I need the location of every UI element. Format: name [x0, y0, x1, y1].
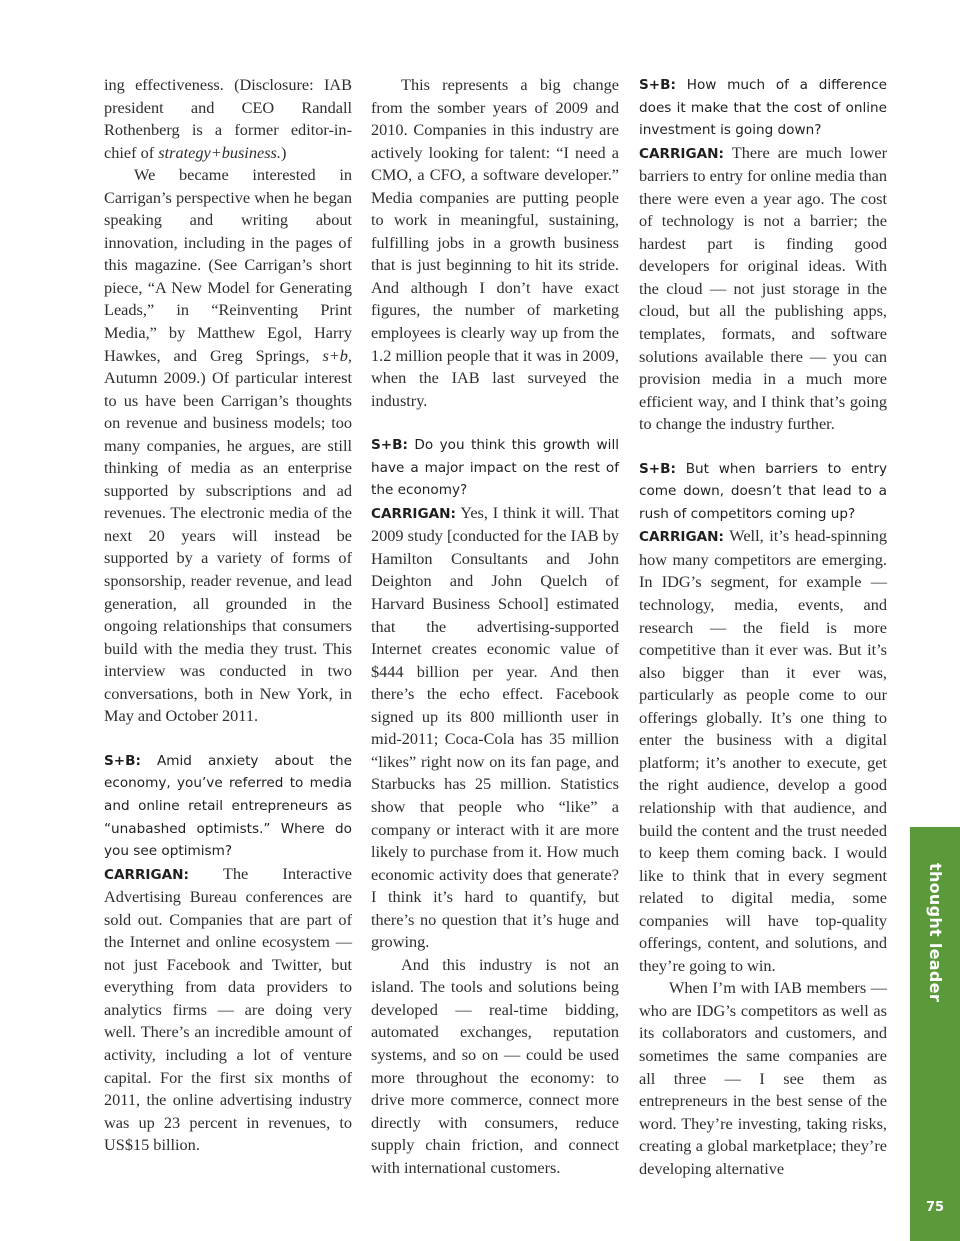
body-paragraph: This represents a big change from the somber years of 2009 and 2010. Companies in this industry are actively looking for talent: “I need a CMO, a CFO, a software developer.” Media companies are putting people to work in meaningful, sustaining, fulfilling jobs in a growth business that is just beginning to hit its stride. And although I don’t have exact figures, the number of marketing employees is clearly way up from the 1.2 million people that it was in 2009, when the IAB last surveyed the industry. [371, 75, 619, 410]
speaker-tag: S+B: [639, 77, 676, 93]
speaker-tag: S+B: [104, 752, 141, 769]
speaker-tag: CARRIGAN: [639, 145, 724, 162]
column-3 [639, 74, 887, 1180]
column-1 [104, 74, 352, 1157]
body-paragraph: When I’m with IAB members — who are IDG’s competitors as well as its collaborators and customers, and sometimes the same companies are all three — I see them as entrepreneurs in the best sense of the word. They’re investing, taking risks, creating a global marketplace; they’re developing alternative [639, 978, 887, 1178]
interview-answer: CARRIGAN: Yes, I think it will. That 2009 study [conducted for the IAB by Hamilton Consultants and John Deighton and John Quelch of Harvard Business School] estimated that the advertising-supported Internet creates economic value of $444 billion per year. And then there’s the echo effect. Facebook signed up its 800 millionth user in mid-2011; Coca-Cola has 35 million “likes” right now on its fan page, and Starbucks has 25 million. Statistics show that people who “like” a company or interact with it are more likely to purchase from it. How much economic activity does that generate? I think it’s hard to quantify, but there’s no question that it’s huge and growing. [371, 502, 619, 952]
speaker-tag: S+B: [371, 437, 408, 454]
interview-answer: CARRIGAN: Well, it’s head-spinning how many competitors are emerging. In IDG’s segment, for example — technology, media, events, and research — the field is more competitive than it ever was. But it’s also bigger than it ever was, particularly as people come to our offerings globally. It’s one thing to enter the business with a digital platform; it’s another to execute, get the right audience, develop a good relationship with that audience, and build the content and the trust needed to keep them coming back. I would like to think that in every segment related to digital media, some companies will have top-quality offerings, content, and solutions, and they’re going to win. [639, 526, 887, 975]
interview-question: S+B: Do you think this growth will have a major impact on the rest of the economy? [371, 437, 619, 499]
interview-question: S+B: Amid anxiety about the economy, you’ve referred to media and online retail entrepreneurs as “unabashed optimists.” Where do you see optimism? [104, 752, 352, 860]
body-paragraph: We became interested in Carrigan’s perspective when he began speaking and writing about innovation, including in the pages of this magazine. (See Carrigan’s short piece, “A New Model for Generating Leads,” in “Reinventing Print Media,” by Matthew Egol, Harry Hawkes, and Greg Springs, s+b, Autumn 2009.) Of particular interest to us have been Carrigan’s thoughts on revenue and business models; too many companies, he argues, are still thinking of media as an enterprise supported by subscriptions and ad revenues. The electronic media of the next 20 years will instead be supported by a variety of forms of sponsorship, reader revenue, and lead generation, all grounded in the ongoing relationships that consumers build with the media they trust. This interview was conducted in two conversations, both in New York, in May and October 2011. [104, 165, 352, 726]
speaker-tag: CARRIGAN: [104, 866, 189, 883]
interview-answer: CARRIGAN: The Interactive Advertising Bureau conferences are sold out. Companies that are part of the Internet and online ecosystem — not just Facebook and Twitter, but everything from data providers to analytics firms — are doing very well. There’s an incredible amount of activity, including a lot of venture capital. For the first six months of 2011, the online advertising industry was up 23 percent in revenues, to US$15 billion. [104, 863, 352, 1155]
speaker-tag: CARRIGAN: [371, 505, 456, 522]
column-2 [371, 74, 619, 1179]
interview-question: S+B: But when barriers to entry come down, doesn’t that lead to a rush of competitors coming up? [639, 460, 887, 522]
interview-answer: CARRIGAN: There are much lower barriers to entry for online media than there were even a year ago. The cost of technology is not a barrier; the hardest part is finding good developers for original ideas. With the cloud — not just storage in the cloud, but all the publishing apps, templates, formats, and software solutions available there — you can provision media in a much more efficient way, and I think that’s going to change the industry further. [639, 142, 887, 434]
speaker-tag: CARRIGAN: [639, 529, 724, 546]
body-paragraph: ing effectiveness. (Disclosure: IAB president and CEO Randall Rothenberg is a former editor-in-chief of strategy+business.) [104, 75, 352, 162]
section-label: thought leader [925, 862, 945, 1002]
section-label-wrap [910, 827, 960, 1037]
interview-question: S+B: How much of a difference does it make that the cost of online investment is going down? [639, 77, 887, 139]
body-paragraph: And this industry is not an island. The tools and solutions being developed — real-time bidding, automated exchanges, reputation systems, and so on — could be used more throughout the economy: to drive more commerce, connect more directly with consumers, reduce supply chain friction, and connect with international customers. [371, 954, 619, 1177]
section-tab [910, 827, 960, 1241]
page-number: 75 [925, 1200, 945, 1215]
speaker-tag: S+B: [639, 460, 676, 477]
